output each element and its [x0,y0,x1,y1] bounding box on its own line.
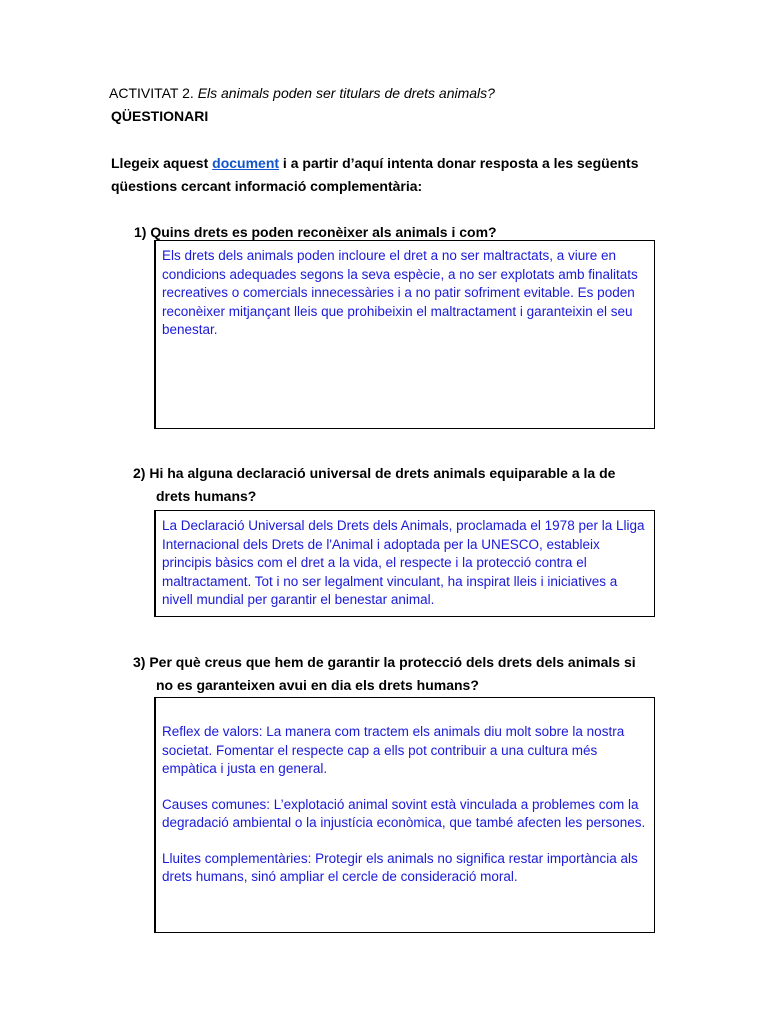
answer-box-2[interactable] [154,510,655,617]
document-link[interactable]: document [212,155,280,171]
activity-label: ACTIVITAT 2. [109,85,194,101]
section-title: QÜESTIONARI [111,108,209,124]
answer-box-3[interactable] [154,697,655,933]
intro-text-before: Llegeix aquest [111,155,213,171]
answer-paragraph-values: Reflex de valors: La manera com tractem els animals diu molt sobre la nostra societat. Fomentar el respecte cap a ells pot contribuir a una cultura més empàtica i justa en general. [162,724,625,776]
answer-paragraph: La Declaració Universal dels Drets dels Animals, proclamada el 1978 per la Lliga Internacional dels Drets de l'Animal i adoptada per la UNESCO, estableix principis bàsics com el dret a la vida, el respecte i la protecció contra el maltractament. Tot i no ser legalment vinculant, ha inspirat lleis i iniciatives a nivell mundial per garantir el benestar animal. [162,518,645,607]
answer-paragraph: Els drets dels animals poden incloure el dret a no ser maltractats, a viure en condicions adequades segons la seva espècie, a no ser explotats amb finalitats recreatives o comercials innecessàries i a no patir sofriment evitable. Es poden reconèixer mitjançant lleis que prohibeixin el maltractament i garanteixin el seu benestar. [162,248,638,337]
question-text: Hi ha alguna declaració universal de drets animals equiparable a la de [149,465,616,481]
activity-title [109,83,495,103]
question-number: 3) [133,654,146,670]
activity-question: Els animals poden ser titulars de drets animals? [197,85,495,101]
question-text-continued: no es garanteixen avui en dia els drets humans? [156,677,479,693]
intro-paragraph [111,152,671,198]
question-2 [133,462,653,508]
question-text-continued: drets humans? [156,488,257,504]
question-number: 2) [133,465,146,481]
intro-text-after: i a partir d’aquí intenta donar resposta a les següents qüestions cercant informació complementària: [111,155,639,194]
question-text: Quins drets es poden reconèixer als animals i com? [150,224,497,240]
answer-box-1[interactable] [154,240,655,429]
question-number: 1) [134,224,147,240]
answer-paragraph-struggles: Lluites complementàries: Protegir els animals no significa restar importància als drets humans, sinó ampliar el cercle de consideració moral. [162,850,638,884]
question-text: Per què creus que hem de garantir la protecció dels drets dels animals si [149,654,636,670]
question-3 [133,651,653,697]
answer-paragraph-causes: Causes comunes: L’explotació animal sovint està vinculada a problemes com la degradació ambiental o la injustícia econòmica, que també afecten les persones. [162,796,646,830]
